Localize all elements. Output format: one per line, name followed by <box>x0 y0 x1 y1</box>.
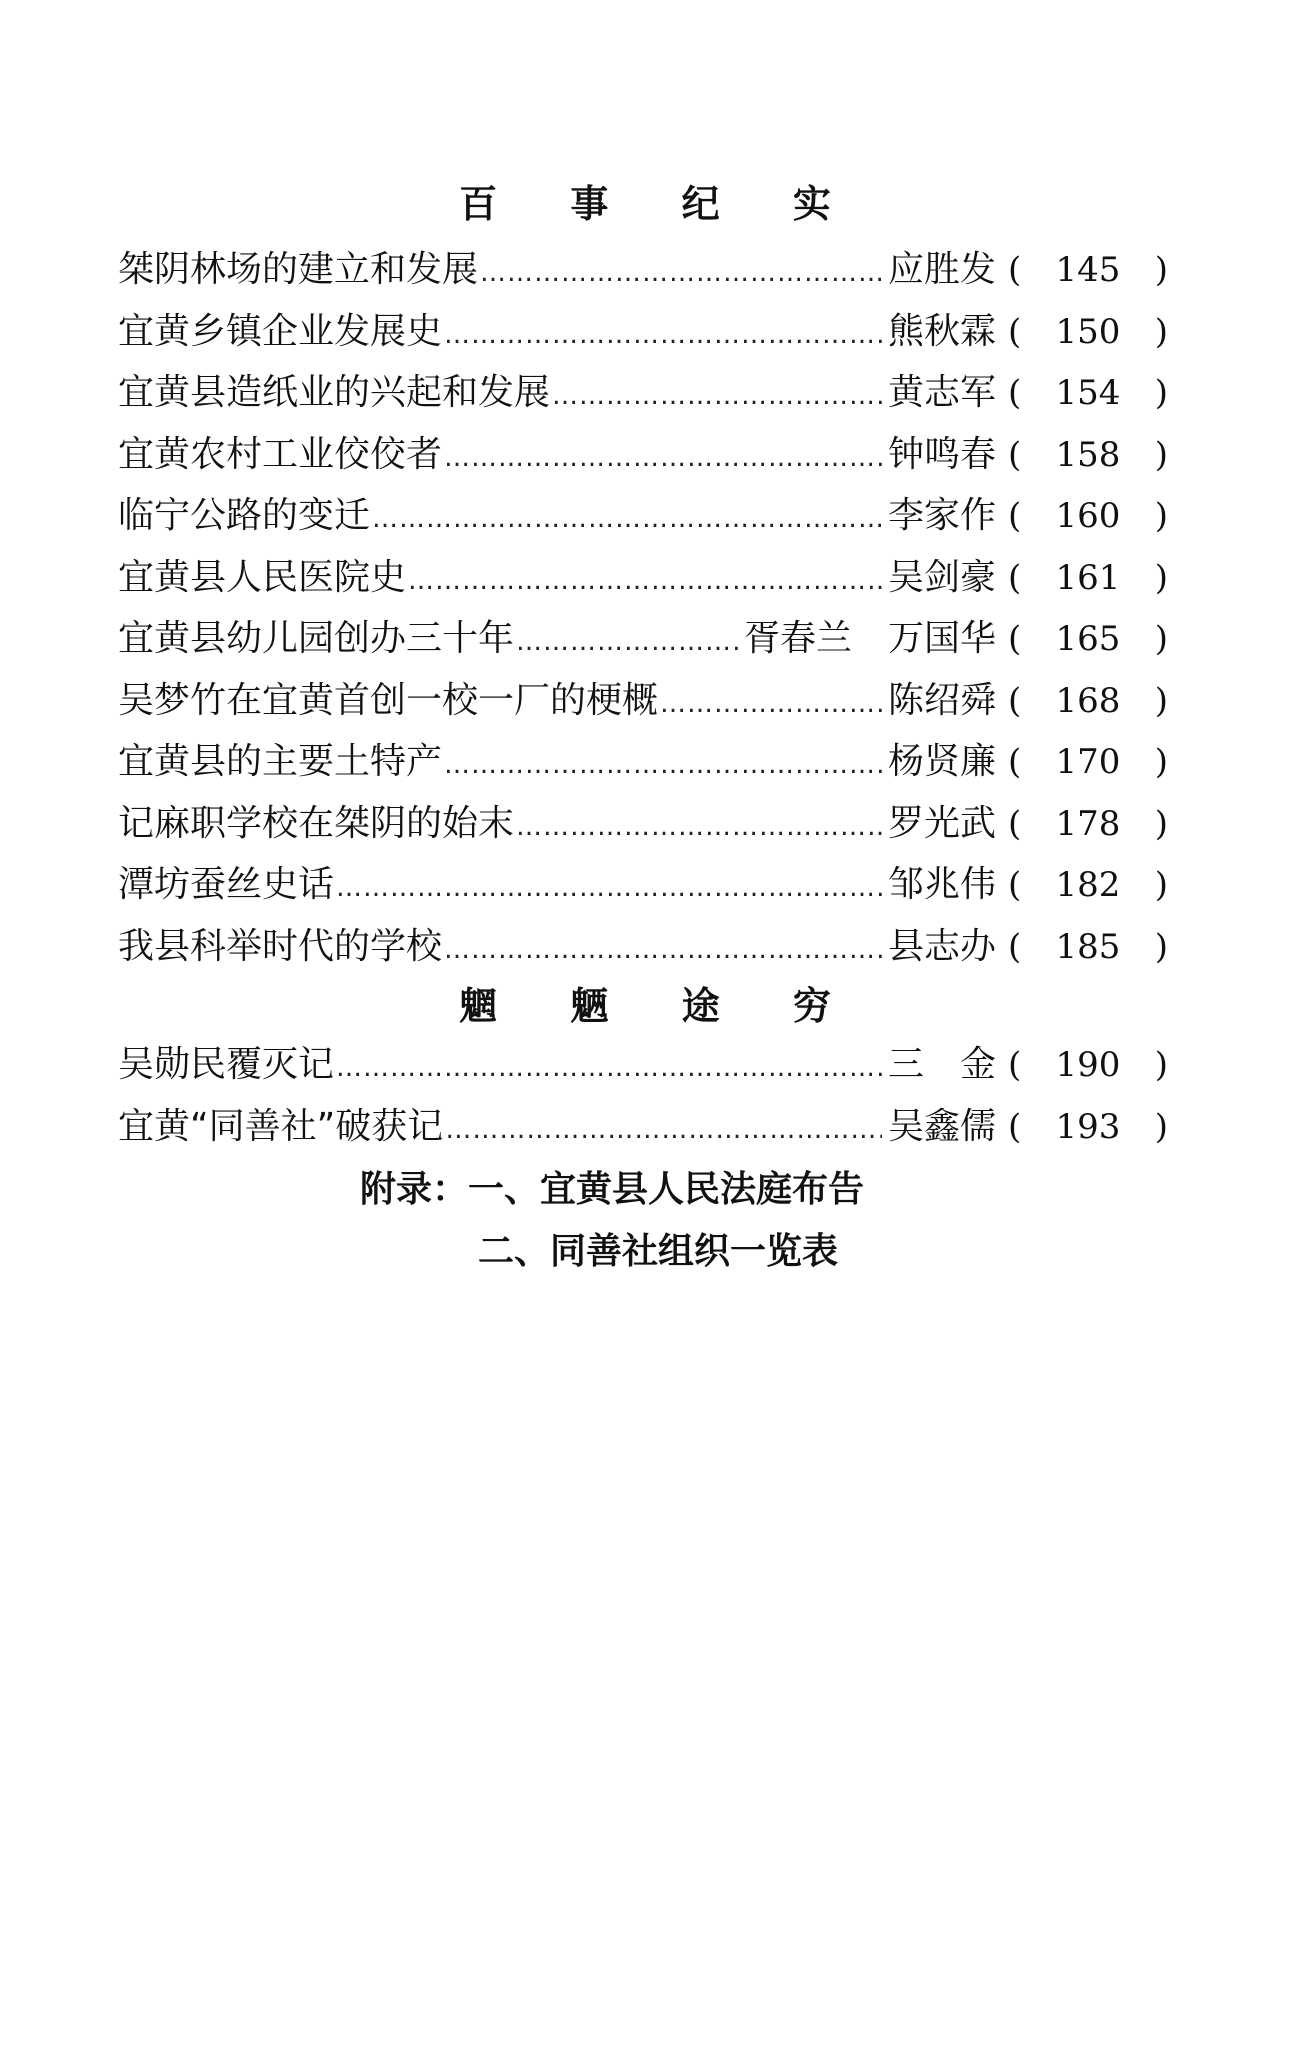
entry-title: 宜黄农村工业佼佼者 <box>118 433 443 475</box>
entry-title: 桀阴林场的建立和发展 <box>118 249 479 290</box>
toc-entry <box>118 854 1168 916</box>
toc-entry <box>118 731 1168 793</box>
toc-entry <box>118 793 1168 855</box>
entry-page-number: 193 <box>1055 1106 1121 1147</box>
entry-author: 黄志军 <box>887 372 996 413</box>
entry-title: 我县科举时代的学校 <box>118 925 443 967</box>
entry-page: ( 161 ) <box>1008 548 1168 610</box>
dot-leader <box>516 797 882 859</box>
toc-entry <box>118 1034 1168 1096</box>
entry-page: ( 178 ) <box>1008 794 1168 856</box>
entry-page-number: 165 <box>1055 619 1121 659</box>
entry-title: 宜黄“同善社”破获记 <box>118 1105 444 1147</box>
entry-page: ( 185 ) <box>1008 917 1168 979</box>
entry-title: 宜黄乡镇企业发展史 <box>118 310 443 352</box>
entry-page: ( 170 ) <box>1008 732 1168 794</box>
dot-leader <box>336 1038 882 1100</box>
entry-author: 熊秋霖 <box>887 310 996 352</box>
toc-entry <box>118 1096 1168 1158</box>
entry-author: 罗光武 <box>887 802 996 844</box>
entry-page: ( 158 ) <box>1008 425 1168 487</box>
entry-title: 潭坊蚕丝史话 <box>118 864 335 905</box>
dot-leader <box>480 243 882 305</box>
dot-leader <box>445 1100 882 1162</box>
entry-page-number: 185 <box>1055 926 1121 967</box>
dot-leader <box>372 489 882 551</box>
toc-entry <box>118 547 1168 609</box>
dot-leader <box>444 305 882 367</box>
entry-page: ( 190 ) <box>1008 1035 1168 1097</box>
toc-entry <box>118 608 1168 670</box>
entry-author: 吴剑豪 <box>887 556 996 598</box>
dot-leader <box>660 674 882 736</box>
entry-author: 钟鸣春 <box>887 433 996 475</box>
entry-page: ( 193 ) <box>1008 1097 1168 1159</box>
toc-entry <box>118 670 1168 732</box>
entry-author: 杨贤廉 <box>887 741 996 782</box>
entry-page: ( 160 ) <box>1008 486 1168 548</box>
entry-author: 李家作 <box>887 495 996 536</box>
entry-page: ( 145 ) <box>1008 240 1168 302</box>
toc-entry <box>118 239 1168 301</box>
toc-entry <box>118 916 1168 978</box>
entry-page-number: 154 <box>1055 373 1121 413</box>
entry-page: ( 165 ) <box>1008 609 1168 671</box>
entry-page: ( 150 ) <box>1008 302 1168 364</box>
entry-page-number: 161 <box>1055 557 1121 598</box>
toc-entry <box>118 362 1168 424</box>
entry-page: ( 154 ) <box>1008 363 1168 425</box>
toc-list <box>118 1034 1168 1157</box>
entry-page-number: 158 <box>1055 434 1121 475</box>
appendix-line-1: 附录：一、宜黄县人民法庭布告 <box>360 1169 865 1210</box>
dot-leader <box>408 551 882 613</box>
appendix-line-2: 二、同善社组织一览表 <box>478 1231 839 1272</box>
entry-page-number: 150 <box>1055 311 1121 352</box>
toc-entry <box>118 485 1168 547</box>
entry-title: 宜黄县造纸业的兴起和发展 <box>118 372 551 413</box>
dot-leader <box>444 920 882 982</box>
toc-list <box>118 239 1168 977</box>
entry-author: 吴鑫儒 <box>887 1105 996 1147</box>
dot-leader <box>444 735 882 797</box>
entry-author: 邹兆伟 <box>887 864 996 905</box>
toc-entry <box>118 301 1168 363</box>
entry-title: 宜黄县人民医院史 <box>118 556 407 598</box>
entry-title: 吴梦竹在宜黄首创一校一厂的梗概 <box>118 679 659 721</box>
entry-title: 临宁公路的变迁 <box>118 495 371 536</box>
entry-page-number: 178 <box>1055 803 1121 844</box>
entry-author: 应胜发 <box>887 249 996 290</box>
entry-title: 吴勋民覆灭记 <box>118 1044 335 1085</box>
entry-title: 宜黄县的主要土特产 <box>118 741 443 782</box>
entry-title: 记麻职学校在桀阴的始末 <box>118 802 515 844</box>
section-heading: 魍 魉 途 穷 <box>459 984 861 1028</box>
entry-page-number: 170 <box>1055 742 1121 782</box>
entry-author: 胥春兰 万国华 <box>743 618 996 659</box>
entry-page: ( 182 ) <box>1008 855 1168 917</box>
entry-page-number: 160 <box>1055 496 1121 536</box>
dot-leader <box>444 428 882 490</box>
entry-title: 宜黄县幼儿园创办三十年 <box>118 618 515 659</box>
entry-author: 陈绍舜 <box>887 679 996 721</box>
entry-page: ( 168 ) <box>1008 671 1168 733</box>
section-heading: 百 事 纪 实 <box>459 182 861 226</box>
dot-leader <box>336 858 882 920</box>
dot-leader <box>552 366 882 428</box>
entry-page-number: 145 <box>1055 250 1121 290</box>
dot-leader <box>516 612 738 674</box>
entry-page-number: 168 <box>1055 680 1121 721</box>
entry-author: 县志办 <box>887 925 996 967</box>
entry-page-number: 182 <box>1055 865 1121 905</box>
entry-page-number: 190 <box>1055 1045 1121 1085</box>
toc-entry <box>118 424 1168 486</box>
entry-author: 三 金 <box>887 1044 996 1085</box>
